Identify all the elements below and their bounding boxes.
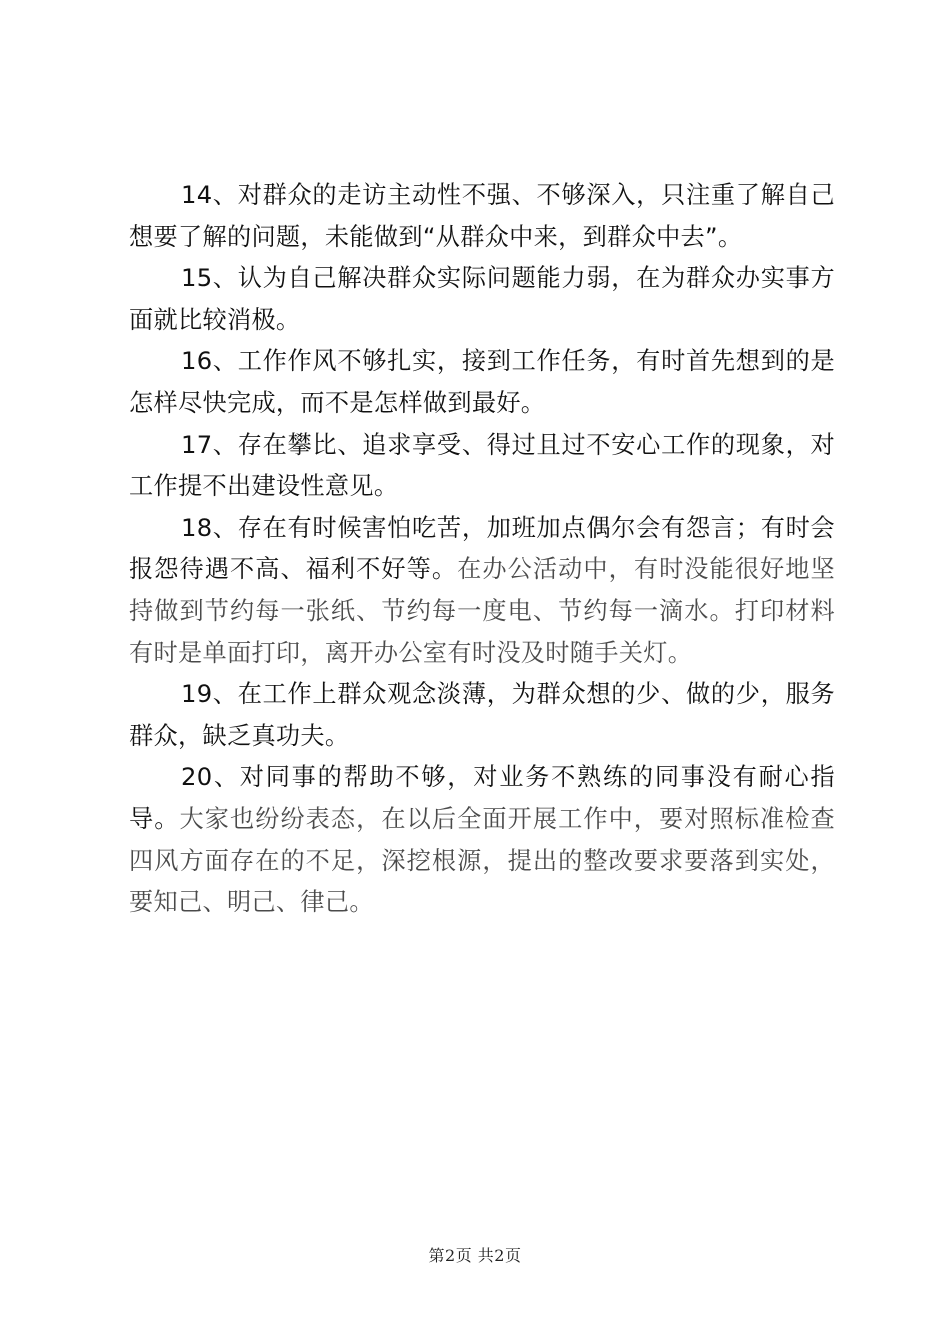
paragraph-text: 16、工作作风不够扎实，接到工作任务，有时首先想到的是怎样尽快完成，而不是怎样做到最好。	[129, 347, 835, 417]
paragraph-extra-text: 大家也纷纷表态，在以后全面开展工作中，要对照标准检查四风方面存在的不足，深挖根源，提出的整改要求要落到实处，要知己、明己、律己。	[129, 804, 835, 917]
paragraph-15	[129, 258, 835, 341]
paragraph-18	[129, 508, 835, 674]
paragraph-text: 17、存在攀比、追求享受、得过且过不安心工作的现象，对工作提不出建设性意见。	[129, 430, 835, 501]
paragraph-text: 20、对同事的帮助不够，对业务不熟练的同事没有耐心指导。	[129, 763, 835, 833]
document-body	[129, 175, 835, 924]
paragraph-17	[129, 425, 835, 508]
page-number-label: 第2页 共2页	[428, 1246, 522, 1265]
paragraph-20	[129, 757, 835, 923]
paragraph-text: 14、对群众的走访主动性不强、不够深入，只注重了解自己想要了解的问题，未能做到“从群众中来，到群众中去”。	[129, 181, 835, 251]
paragraph-text: 18、存在有时候害怕吃苦，加班加点偶尔会有怨言；有时会报怨待遇不高、福利不好等。	[129, 513, 835, 584]
page-footer	[0, 1243, 950, 1266]
paragraph-text: 15、认为自己解决群众实际问题能力弱，在为群众办实事方面就比较消极。	[129, 264, 835, 334]
paragraph-extra-text: 在办公活动中，有时没能很好地坚持做到节约每一张纸、节约每一度电、节约每一滴水。打印材料有时是单面打印，离开办公室有时没及时随手关灯。	[129, 555, 835, 667]
paragraph-text: 19、在工作上群众观念淡薄，为群众想的少、做的少，服务群众，缺乏真功夫。	[129, 680, 835, 750]
paragraph-14	[129, 175, 835, 258]
paragraph-16	[129, 341, 835, 424]
paragraph-19	[129, 674, 835, 757]
